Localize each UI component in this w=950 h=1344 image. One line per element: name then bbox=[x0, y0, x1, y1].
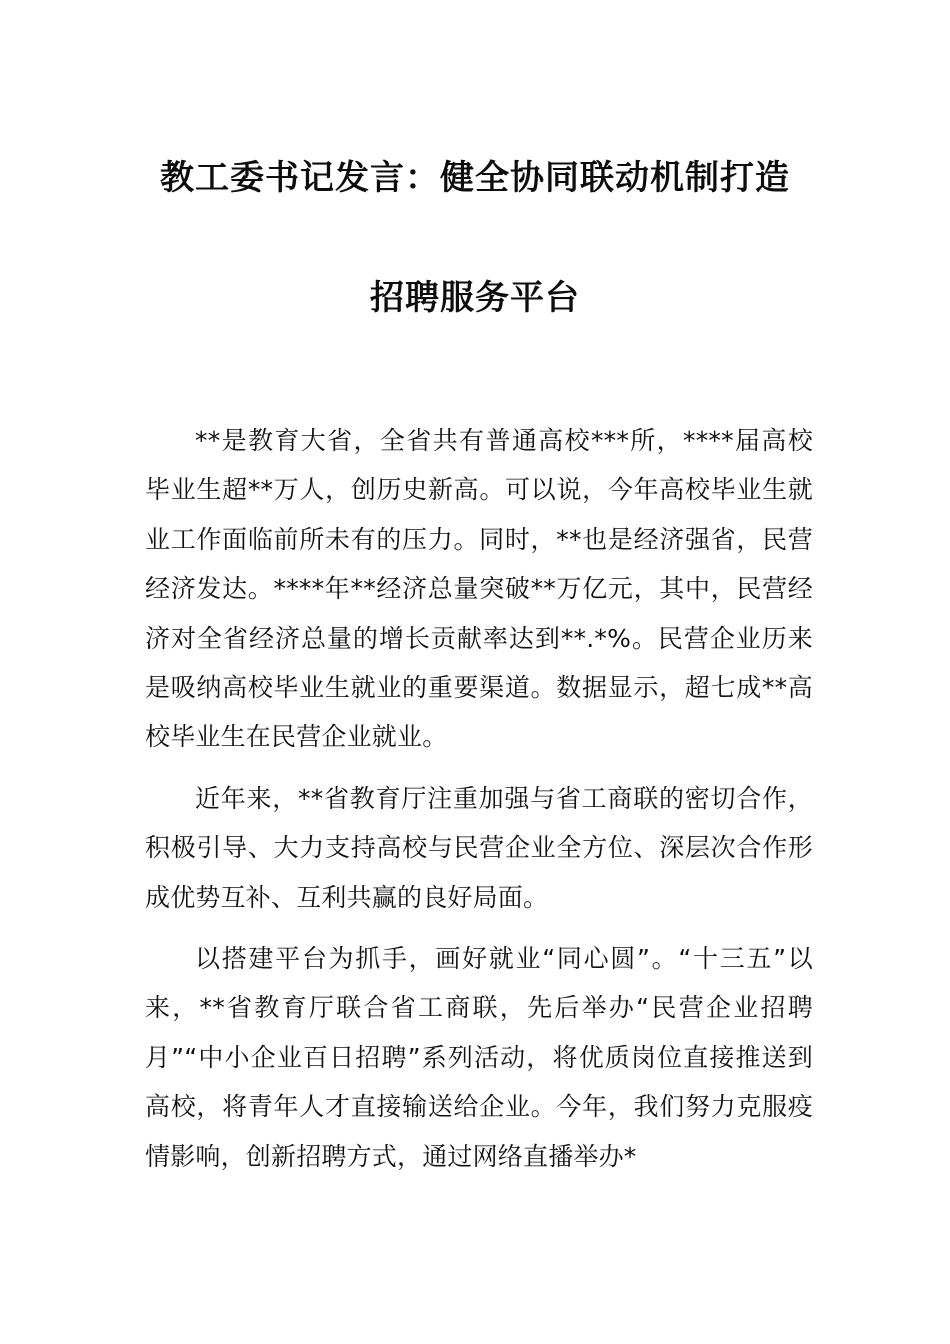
paragraph-2: 近年来，**省教育厅注重加强与省工商联的密切合作，积极引导、大力支持高校与民营企业全方位、深层次合作形成优势互补、互利共赢的良好局面。 bbox=[145, 783, 813, 912]
document-body bbox=[145, 416, 813, 1193]
paragraph-3: 以搭建平台为抓手，画好就业“同心圆”。“十三五”以来，**省教育厅联合省工商联，先后举办“民营企业招聘月”“中小企业百日招聘”系列活动，将优质岗位直接推送到高校，将青年人才直接输送给企业。今年，我们努力克服疫情影响，创新招聘方式，通过网络直播举办* bbox=[145, 944, 813, 1171]
document-title-line-1: 教工委书记发言：健全协同联动机制打造 bbox=[160, 158, 790, 198]
document-title-line-2: 招聘服务平台 bbox=[370, 278, 580, 318]
paragraph-1: **是教育大省，全省共有普通高校***所，****届高校毕业生超**万人，创历史新高。可以说，今年高校毕业生就业工作面临前所未有的压力。同时，**也是经济强省，民营经济发达。****年**经济总量突破**万亿元，其中，民营经济对全省经济总量的增长贡献率达到**.*%。民营企业历来是吸纳高校毕业生就业的重要渠道。数据显示，超七成**高校毕业生在民营企业就业。 bbox=[145, 426, 813, 752]
